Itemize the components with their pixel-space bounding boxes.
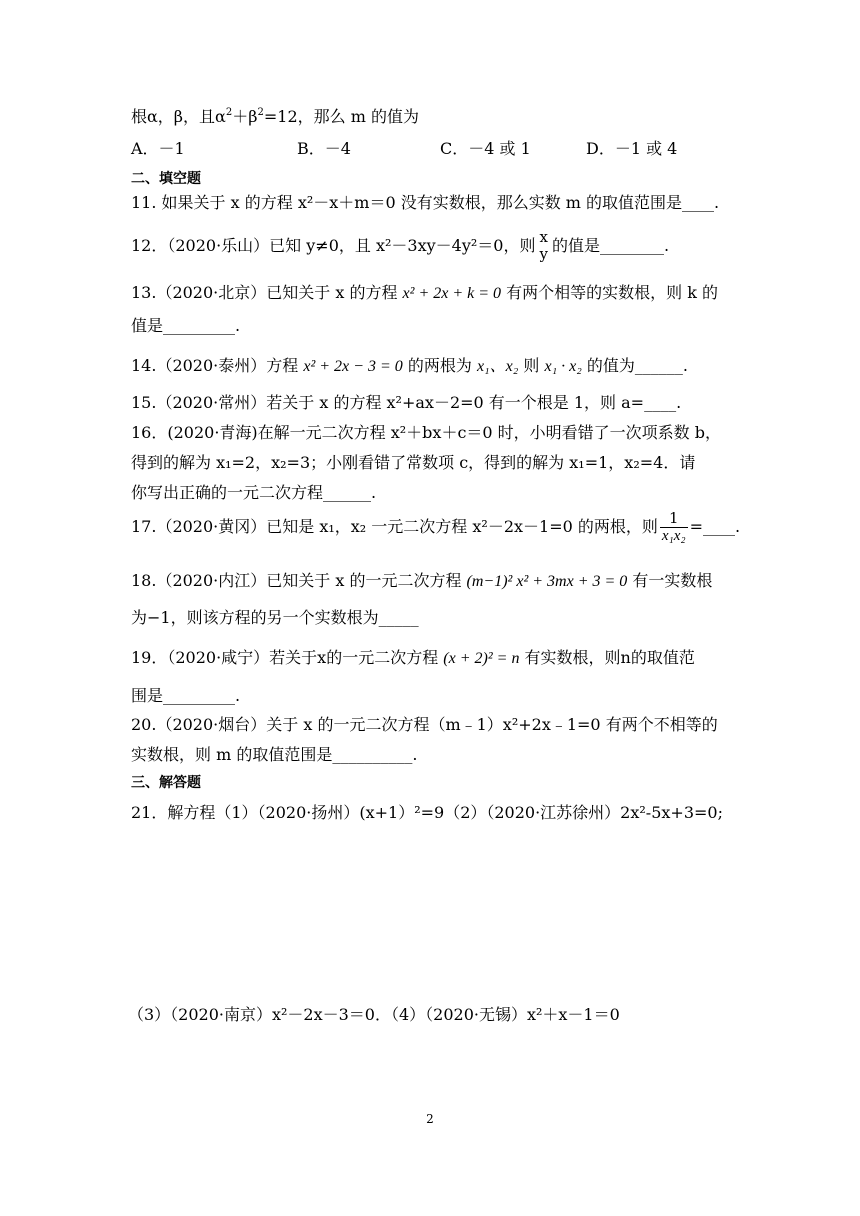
question-16-line2: 得到的解为 x₁=2，x₂=3；小刚看错了常数项 c，得到的解为 x₁=1，x₂=4．请	[131, 453, 696, 472]
q10-option-a: A．－1	[131, 139, 185, 158]
q19-prefix: 19．（2020·咸宁）若关于x的一元二次方程	[131, 648, 439, 667]
q19-equation: (x + 2)² = n	[443, 650, 520, 667]
question-21-line1: 21．解方程（1）（2020·扬州）(x+1）²=9（2）（2020·江苏徐州）2x²-5x+3=0;	[131, 803, 723, 822]
q14-prefix: 14.（2020·泰州）方程	[131, 356, 299, 375]
question-17	[131, 505, 750, 549]
q10-options	[131, 138, 750, 160]
question-19-line1	[131, 647, 750, 670]
q18-equation: (m−1)² x² + 3mx + 3 = 0	[466, 573, 628, 590]
q13-equation: x² + 2x + k = 0	[402, 285, 502, 302]
section-heading-solve: 三、解答题	[131, 775, 201, 791]
q10-option-d: D．－1 或 4	[586, 139, 678, 158]
q17-fraction	[660, 510, 688, 545]
question-18-line2: 为−1，则该方程的另一个实数根为_____	[131, 608, 419, 627]
q14-mid2: 则	[523, 356, 540, 375]
q12-suffix: 的值是________.	[551, 236, 670, 255]
q18-suffix: 有一实数根	[632, 571, 713, 590]
q10-stem-part3: =12，那么 m 的值为	[263, 107, 420, 126]
question-19-line2: 围是_________.	[131, 686, 241, 705]
q12-prefix: 12．（2020·乐山）已知 y≠0，且 x²－3xy－4y²＝0，则	[131, 236, 536, 255]
q17-prefix: 17.（2020·黄冈）已知是 x₁，x₂ 一元二次方程 x²－2x－1=0 的两根，则	[131, 517, 658, 536]
q10-stem-part2: ＋β	[232, 107, 258, 126]
q14-roots: x₁、x₂	[476, 358, 519, 375]
q18-prefix: 18.（2020·内江）已知关于 x 的一元二次方程	[131, 571, 462, 590]
q12-fraction-denominator: y	[539, 245, 548, 263]
page-number: 2	[426, 1112, 434, 1126]
q19-suffix: 有实数根，则n的取值范	[524, 648, 695, 667]
q13-suffix: 有两个相等的实数根，则 k 的	[506, 283, 719, 302]
q12-fraction-numerator: x	[539, 228, 548, 246]
question-16-line1: 16．(2020·青海)在解一元二次方程 x²＋bx＋c＝0 时，小明看错了一次项系数 b，	[131, 423, 721, 442]
question-12	[131, 225, 750, 267]
question-21-line2: （3）（2020·南京）x²－2x－3＝0．（4）（2020·无锡）x²＋x－1＝0	[128, 1005, 620, 1024]
q12-fraction	[537, 229, 549, 263]
question-18-line1	[131, 570, 750, 593]
question-13-line1	[131, 282, 750, 305]
q10-option-c: C．－4 或 1	[440, 139, 531, 158]
question-16-line3: 你写出正确的一元二次方程______.	[131, 483, 377, 502]
q14-mid: 的两根为	[407, 356, 472, 375]
q17-suffix: =____.	[689, 517, 741, 536]
question-20-line2: 实数根，则 m 的取值范围是__________.	[131, 745, 418, 764]
q14-equation: x² + 2x − 3 = 0	[303, 358, 403, 375]
q10-stem: 根α，β，且$\alpha^2+\beta^2=12$，那么 m 的值为	[131, 107, 420, 126]
q17-fraction-denominator: x₁x₂	[661, 527, 686, 544]
question-11: 11. 如果关于 x 的方程 x²－x＋m＝0 没有实数根，那么实数 m 的取值范围是____.	[131, 193, 720, 212]
question-15: 15.（2020·常州）若关于 x 的方程 x²+ax－2=0 有一个根是 1，则 a=____.	[131, 393, 682, 412]
q17-fraction-numerator: 1	[668, 508, 679, 527]
q14-product: x₁ · x₂	[544, 358, 582, 375]
question-20-line1: 20.（2020·烟台）关于 x 的一元二次方程（m﹣1）x²+2x﹣1=0 有两个不相等的	[131, 715, 718, 734]
q10-option-b: B．－4	[297, 139, 351, 158]
section-heading-fill-blank: 二、填空题	[131, 171, 201, 187]
question-13-line2: 值是_________.	[131, 316, 241, 335]
q10-stem-part1: 根α，β，且α	[131, 107, 226, 126]
q13-prefix: 13.（2020·北京）已知关于 x 的方程	[131, 283, 398, 302]
q14-suffix: 的值为______.	[586, 356, 689, 375]
question-14	[131, 355, 750, 378]
